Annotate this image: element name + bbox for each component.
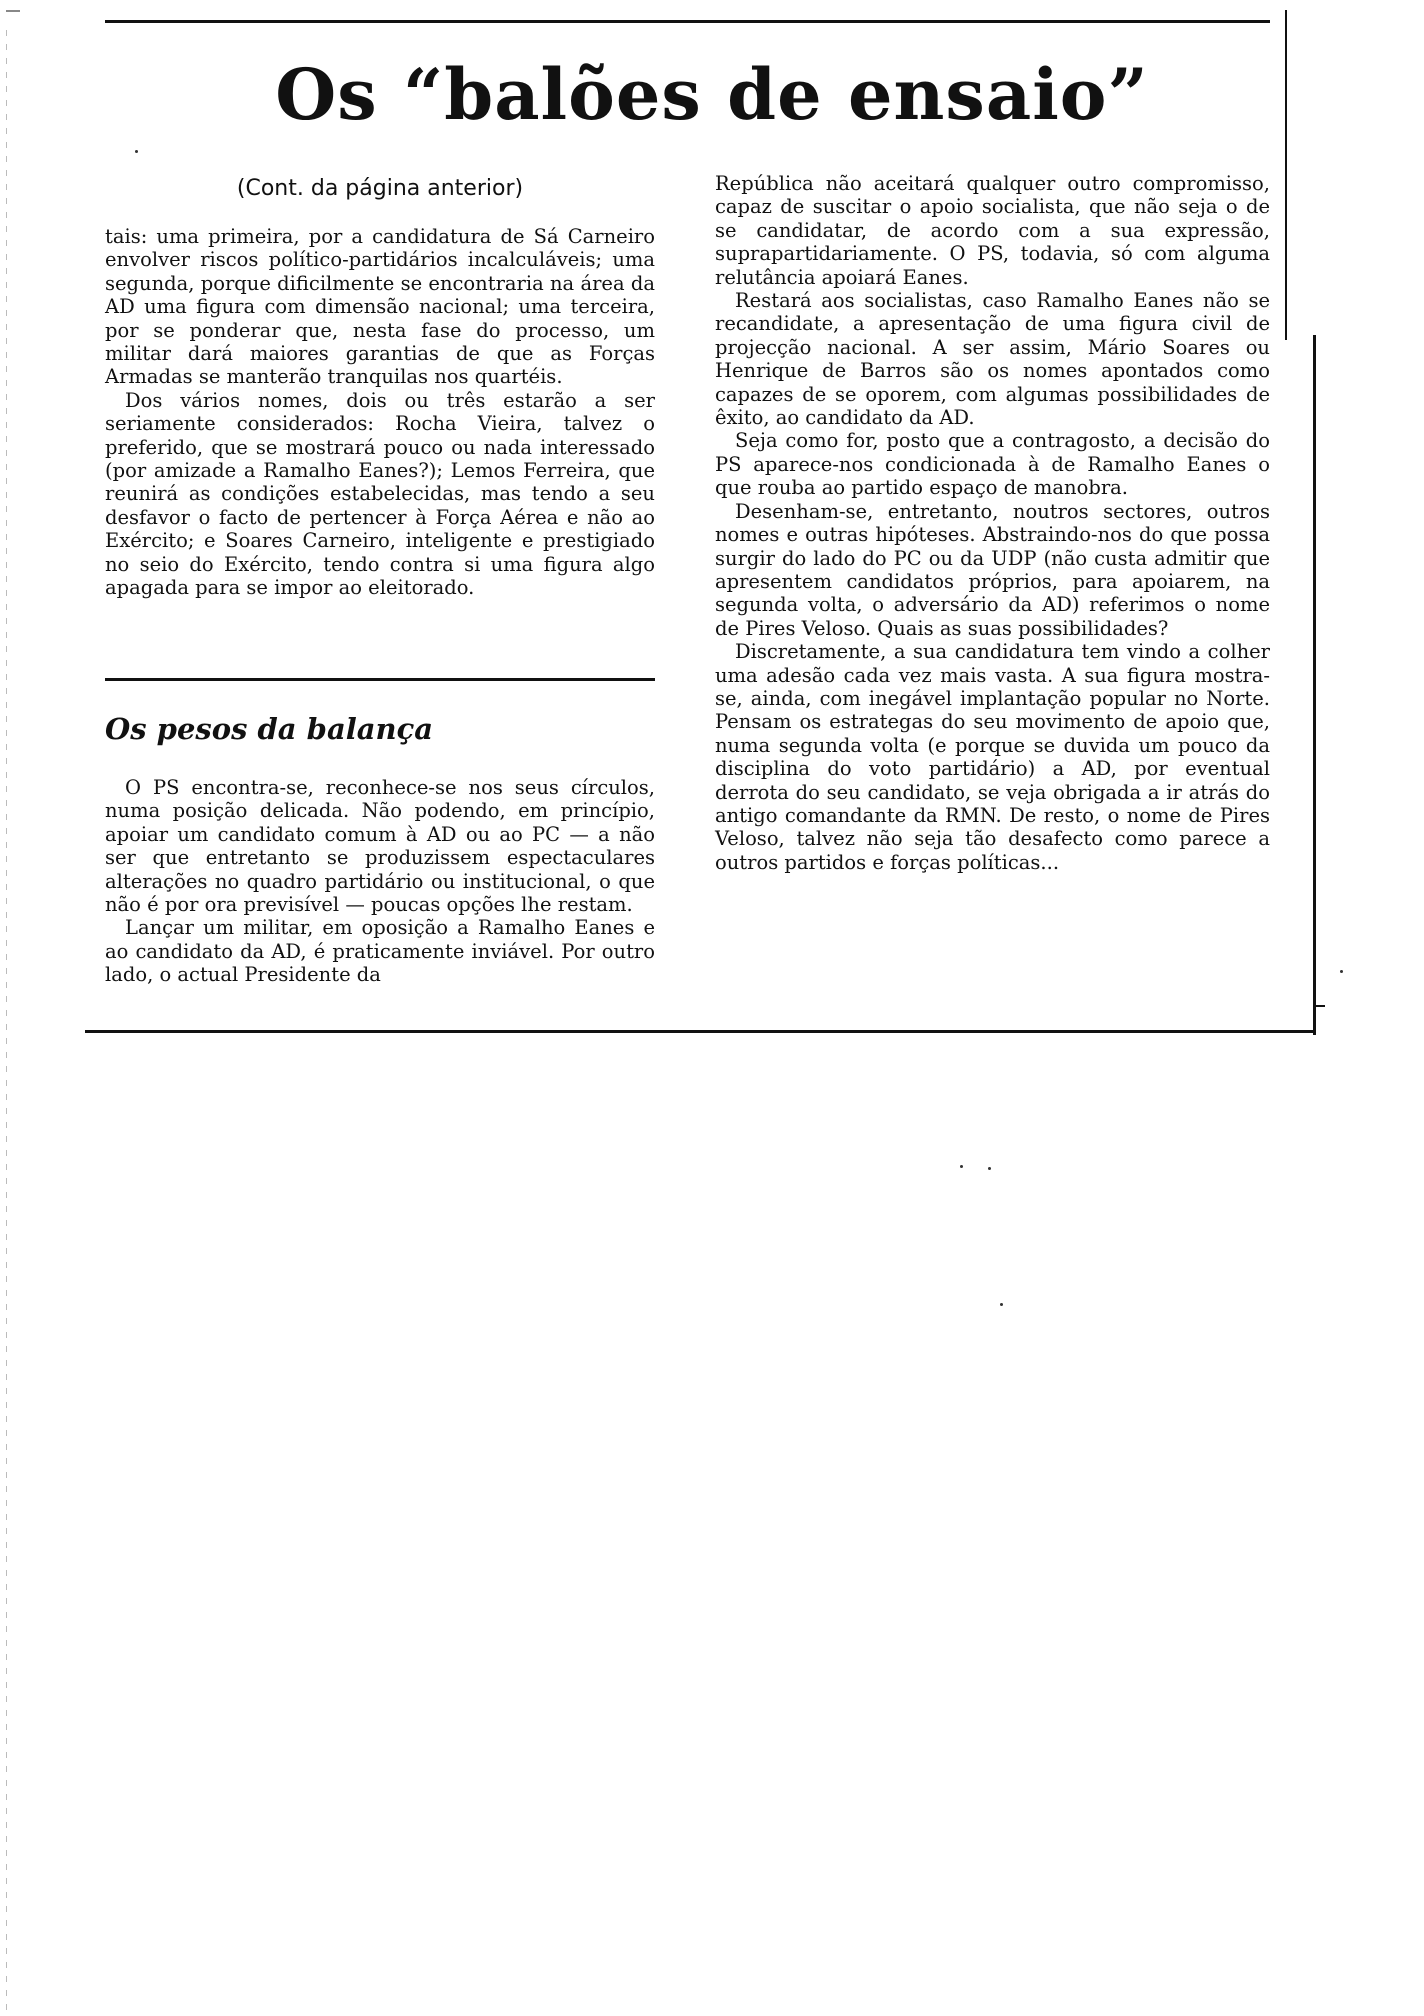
scan-speck xyxy=(988,1167,991,1170)
article-column-2 xyxy=(715,172,1270,874)
scan-mark xyxy=(6,10,20,12)
scan-speck xyxy=(960,1165,963,1168)
column-rule-right xyxy=(1313,335,1316,1035)
paragraph: tais: uma primeira, por a candidatura de Sá Carneiro envolver riscos político-partidários incalculáveis; uma segunda, porque dificilmente se encontraria na área da AD uma figura com dimensão nacional; uma terceira, por se ponderar que, nesta fase do processo, um militar dará maiores garantias de que as Forças Armadas se manterão tranquilas nos quartéis. xyxy=(105,225,655,389)
article-column-1-section-2 xyxy=(105,776,655,987)
rule-tick xyxy=(1313,1005,1325,1007)
bottom-rule xyxy=(85,1030,1315,1033)
scan-speck xyxy=(1340,970,1343,973)
scan-edge xyxy=(6,30,7,2010)
subheading: Os pesos da balança xyxy=(105,712,434,746)
headline: Os “balões de ensaio” xyxy=(275,53,1149,136)
scan-speck xyxy=(135,150,138,153)
scan-speck xyxy=(1000,1303,1003,1306)
paragraph: Seja como for, posto que a contragosto, a decisão do PS aparece-nos condicionada à de Ramalho Eanes o que rouba ao partido espaço de manobra. xyxy=(715,429,1270,500)
continuation-note: (Cont. da página anterior) xyxy=(236,176,524,201)
paragraph: Restará aos socialistas, caso Ramalho Eanes não se recandidate, a apresentação de uma figura civil de projecção nacional. A ser assim, Mário Soares ou Henrique de Barros são os nomes apontados como capazes de se oporem, com algumas possibilidades de êxito, ao candidato da AD. xyxy=(715,289,1270,430)
paragraph: República não aceitará qualquer outro compromisso, capaz de suscitar o apoio socialista, que não seja o de se candidatar, de acordo com a sua expressão, suprapartidariamente. O PS, todavia, só com alguma relutância apoiará Eanes. xyxy=(715,172,1270,289)
paragraph: Dos vários nomes, dois ou três estarão a ser seriamente considerados: Rocha Vieira, talvez o preferido, que se mostrará pouco ou nada interessado (por amizade a Ramalho Eanes?); Lemos Ferreira, que reunirá as condições estabelecidas, mas tendo a seu desfavor o facto de pertencer à Força Aérea e não ao Exército; e Soares Carneiro, inteligente e prestigiado no seio do Exército, tendo contra si uma figura algo apagada para se impor ao eleitorado. xyxy=(105,388,655,600)
paragraph: Desenham-se, entretanto, noutros sectores, outros nomes e outras hipóteses. Abstraindo-nos do que possa surgir do lado do PC ou da UDP (não custa admitir que apresentem candidatos próprios, para apoiarem, na segunda volta, o adversário da AD) referimos o nome de Pires Veloso. Quais as suas possibilidades? xyxy=(715,499,1270,640)
section-rule xyxy=(105,678,655,681)
top-rule xyxy=(105,20,1270,23)
article-column-1 xyxy=(105,225,655,600)
paragraph: O PS encontra-se, reconhece-se nos seus círculos, numa posição delicada. Não podendo, em princípio, apoiar um candidato comum à AD ou ao PC — a não ser que entretanto se produzissem espectaculares alterações no quadro partidário ou institucional, o que não é por ora previsível — poucas opções lhe restam. xyxy=(105,776,655,917)
paragraph: Lançar um militar, em oposição a Ramalho Eanes e ao candidato da AD, é praticamente inviável. Por outro lado, o actual Presidente da xyxy=(105,916,655,987)
paragraph: Discretamente, a sua candidatura tem vindo a colher uma adesão cada vez mais vasta. A sua figura mostra-se, ainda, com inegável implantação popular no Norte. Pensam os estrategas do seu movimento de apoio que, numa segunda volta (e porque se duvida um pouco da disciplina do voto partidário) a AD, por eventual derrota do seu candidato, se veja obrigada a ir atrás do antigo comandante da RMN. De resto, o nome de Pires Veloso, talvez não seja tão desafecto como parece a outros partidos e forças políticas... xyxy=(715,640,1270,874)
